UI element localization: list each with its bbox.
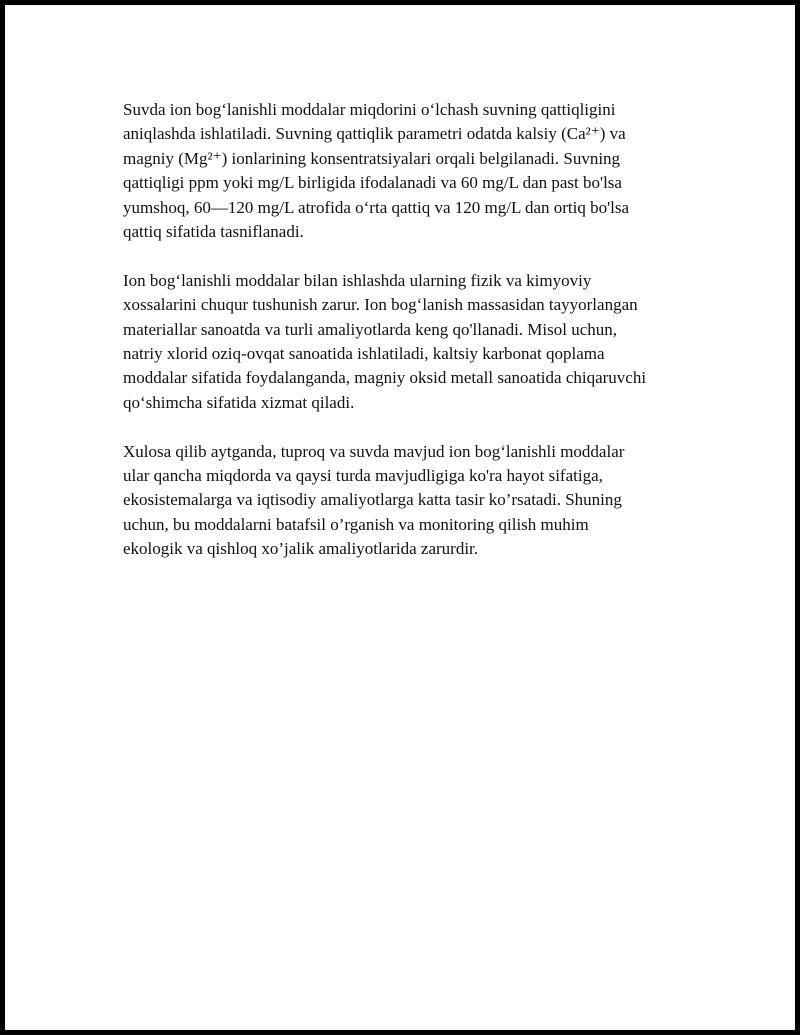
text-line: xossalarini chuqur tushunish zarur. Ion bog‘lanish massasidan tayyorlangan [123,295,638,315]
text-line: moddalar sifatida foydalanganda, magniy oksid metall sanoatida chiqaruvchi [123,368,647,388]
paragraph-water-hardness [123,98,703,244]
text-line: Suvda ion bog‘lanishli moddalar miqdorini o‘lchash suvning qattiqligini [123,100,616,119]
text-line: ekologik va qishloq xo’jalik amaliyotlarida zarurdir. [123,539,479,559]
text-line: magniy (Mg²⁺) ionlarining konsentratsiyalari orqali belgilanadi. Suvning [123,148,621,168]
text-line: aniqlashda ishlatiladi. Suvning qattiqlik parametri odatda kalsiy (Ca²⁺) va [123,124,626,144]
paragraph-ionic-substances [123,269,703,415]
text-line: qattiq sifatida tasniflanadi. [123,222,304,242]
document-body [123,98,703,586]
text-line: uchun, bu moddalarni batafsil o’rganish va monitoring qilish muhim [123,514,589,534]
text-line: qo‘shimcha sifatida xizmat qiladi. [123,392,355,412]
text-line: ular qancha miqdorda va qaysi turda mavjudligiga ko'ra hayot sifatiga, [123,466,603,486]
text-line: ekosistemalarga va iqtisodiy amaliyotlarga katta tasir ko’rsatadi. Shuning [123,490,622,510]
text-line: yumshoq, 60—120 mg/L atrofida o‘rta qattiq va 120 mg/L dan ortiq bo'lsa [123,197,630,217]
text-line: materiallar sanoatda va turli amaliyotlarda keng qo'llanadi. Misol uchun, [123,319,618,339]
text-line: qattiqligi ppm yoki mg/L birligida ifodalanadi va 60 mg/L dan past bo'lsa [123,173,622,193]
text-line: Xulosa qilib aytganda, tuproq va suvda mavjud ion bog‘lanishli moddalar [123,441,625,461]
paragraph-conclusion [123,440,703,562]
text-line: Ion bog‘lanishli moddalar bilan ishlashda ularning fizik va kimyoviy [123,270,592,290]
text-line: natriy xlorid oziq-ovqat sanoatida ishlatiladi, kaltsiy karbonat qoplama [123,344,605,364]
